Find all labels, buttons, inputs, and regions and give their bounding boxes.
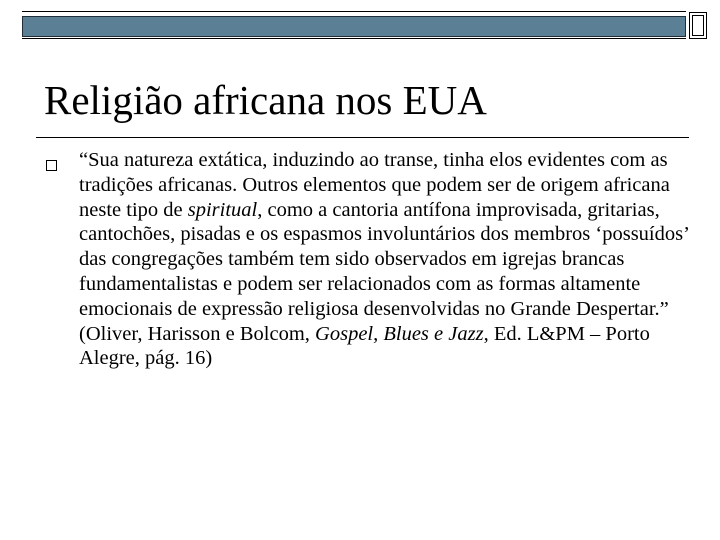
top-decorative-bar bbox=[22, 16, 686, 37]
title-underline bbox=[36, 137, 689, 138]
corner-decoration bbox=[689, 12, 707, 39]
corner-decoration-inner bbox=[692, 15, 704, 36]
quote-segment: “Sua natureza extática, induzindo ao transe, tinha elos evidentes com as tradições africanas. Outros elementos que podem ser de origem africana neste tipo de bbox=[79, 149, 670, 221]
top-rule-bottom bbox=[22, 38, 686, 39]
slide-title: Religião africana nos EUA bbox=[44, 77, 487, 123]
quote-segment: , como a cantoria antífona improvisada, gritarias, cantochões, pisadas e os espasmos involuntários dos membros ‘possuídos’ das congregações também tem sido observados em igrejas brancas fundamentalistas e podem ser relacionados com as formas altamente emocionais de expressão religiosa desenvolvidas no Grande Despertar.” (Oliver, Harisson e Bolcom, bbox=[79, 198, 689, 345]
quote-segment-italic: spiritual bbox=[187, 198, 258, 221]
book-title: Gospel, Blues e Jazz bbox=[315, 322, 484, 345]
bullet-square-icon bbox=[46, 160, 57, 171]
quote-segment: , Ed. L&PM – Porto Alegre, pág. 16) bbox=[79, 322, 650, 370]
quote-paragraph bbox=[79, 148, 691, 371]
top-rule-thin bbox=[22, 11, 686, 12]
